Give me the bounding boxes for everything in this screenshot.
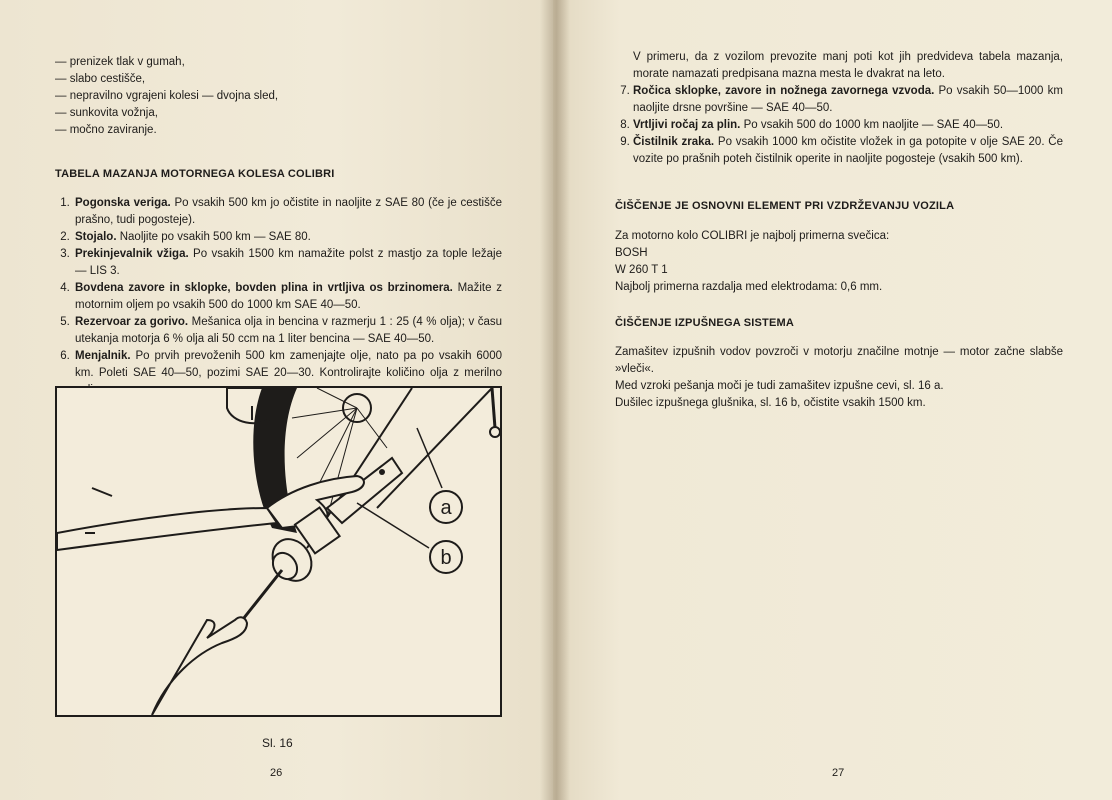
list-item [73, 229, 502, 246]
text-line: W 260 T 1 [615, 264, 668, 276]
item-title: Ročica sklopke, zavore in nožnega zavornega vzvoda. [633, 85, 935, 97]
list-item: — slabo cestišče, [55, 71, 475, 88]
list-item [73, 195, 502, 229]
list-item: — nepravilno vgrajeni kolesi — dvojna sled, [55, 88, 475, 105]
item-title: Rezervoar za gorivo. [75, 316, 189, 328]
item-title: Bovdena zavore in sklopke, bovden plina in vrtljiva os brzinomera. [75, 282, 453, 294]
list-item [73, 246, 502, 280]
item-text: Po vsakih 1500 km namažite polst z mastjo za tople ležaje — LIS 3. [75, 248, 502, 277]
list-item [633, 117, 1063, 134]
condition-list [55, 54, 475, 139]
item-text: Po vsakih 50—1000 km naoljite drsne površine — SAE 40—50. [633, 85, 1063, 114]
item-text: Mažite z motornim oljem po vsakih 500 do 1000 km SAE 40—50. [75, 282, 502, 311]
list-item: — močno zaviranje. [55, 122, 475, 139]
lubrication-list-continued [615, 83, 1063, 168]
text-line: BOSH [615, 247, 648, 259]
item-text: Mešanica olja in bencina v razmerju 1 : 25 (4 % olja); v času utekanja motorja 6 % olja ali 50 ccm na 1 liter bencina — SAE 40—50. [75, 316, 503, 345]
item-text: Po vsakih 500 km jo očistite in naoljite z SAE 80 (če je cestišče prašno, tudi pogosteje). [75, 197, 502, 226]
cleaning-heading: ČIŠČENJE JE OSNOVNI ELEMENT PRI VZDRŽEVANJU VOZILA [615, 200, 955, 212]
text-line: Med vzroki pešanja moči je tudi zamašitev izpušne cevi, sl. 16 a. [615, 380, 944, 392]
list-item: — sunkovita vožnja, [55, 105, 475, 122]
list-item [633, 83, 1063, 117]
figure-illustration [55, 386, 502, 717]
book-gutter [540, 0, 570, 800]
page-number-right: 27 [832, 767, 845, 779]
list-item [73, 314, 502, 348]
text-line: Za motorno kolo COLIBRI je najbolj primerna svečica: [615, 230, 890, 242]
text-line: Dušilec izpušnega glušnika, sl. 16 b, očistite vsakih 1500 km. [615, 397, 926, 409]
label-a: a [440, 497, 452, 519]
motorcycle-maintenance-illustration [57, 388, 500, 715]
list-item [633, 134, 1063, 168]
text-line: Najbolj primerna razdalja med elektrodama: 0,6 mm. [615, 281, 883, 293]
item-title: Pogonska veriga. [75, 197, 171, 209]
label-b: b [440, 547, 452, 569]
item-title: Menjalnik. [75, 350, 131, 362]
item-title: Vrtljivi ročaj za plin. [633, 119, 741, 131]
text-line: Zamašitev izpušnih vodov povzroči v motorju značilne motnje — motor začne slabše »vleči«. [615, 346, 1063, 375]
list-item [73, 280, 502, 314]
item-title: Stojalo. [75, 231, 117, 243]
lubrication-list [55, 195, 502, 399]
item-text: Po prvih prevoženih 500 km zamenjajte olje, nato pa po vsakih 6000 km. Poleti SAE 40—50, pozimi SAE 20—30. Kontrolirajte količino olja z merilno [75, 350, 502, 379]
spark-plug-section [615, 228, 1063, 296]
item-text: Naoljite po vsakih 500 km — SAE 80. [116, 231, 311, 243]
item-text: Po vsakih 500 do 1000 km naoljite — SAE 40—50. [740, 119, 1004, 131]
exhaust-heading: ČIŠČENJE IZPUŠNEGA SISTEMA [615, 317, 794, 329]
figure-caption: Sl. 16 [262, 736, 293, 750]
list-item: — prenizek tlak v gumah, [55, 54, 475, 71]
exhaust-section [615, 344, 1063, 412]
intro-paragraph: V primeru, da z vozilom prevozite manj poti kot jih predvideva tabela mazanja, morate namazati predpisana mazna mesta le dvakrat na leto. [633, 51, 1063, 80]
item-title: Čistilnik zraka. [633, 136, 715, 148]
page-number-left: 26 [270, 767, 283, 779]
lubrication-table-heading: TABELA MAZANJA MOTORNEGA KOLESA COLIBRI [55, 168, 335, 180]
item-title: Prekinjevalnik vžiga. [75, 248, 189, 260]
item-text: Po vsakih 1000 km očistite vložek in ga potopite v olje SAE 20. Če vozite po prašnih poteh čistilnik operite in naoljite pogosteje (vsakih 500 km). [633, 136, 1063, 165]
